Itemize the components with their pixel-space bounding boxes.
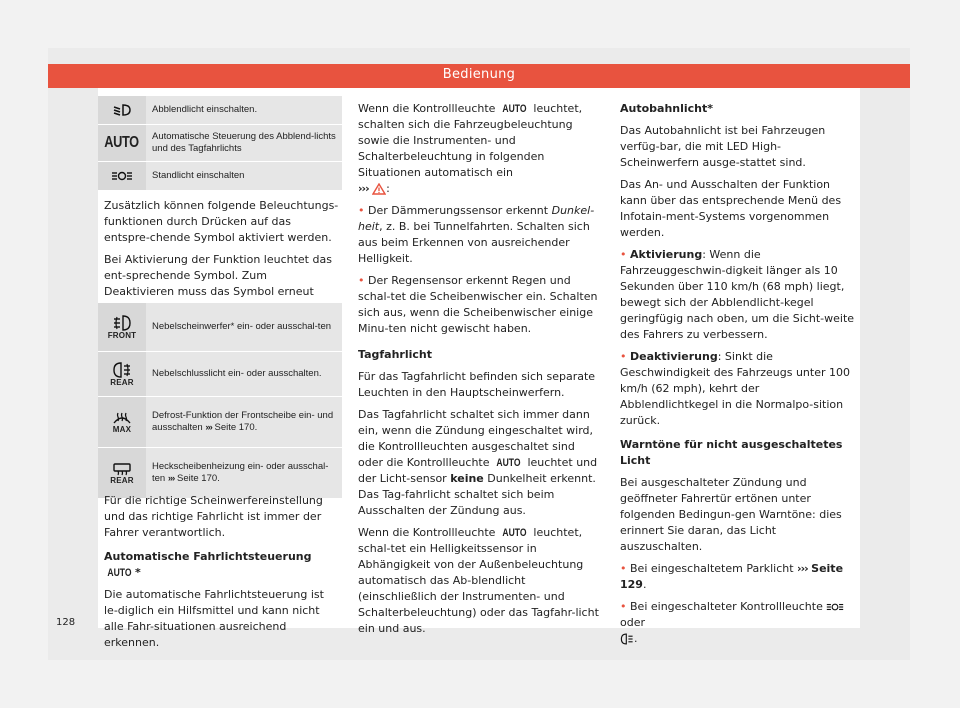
light-switch-table	[98, 96, 342, 191]
page-number: 128	[56, 617, 76, 628]
paragraph: Die automatische Fahrlichtsteuerung ist le-diglich ein Hilfsmittel und kann nicht alle Fahr-situationen ausreichend erkennen.	[104, 588, 324, 649]
table-row	[98, 162, 342, 191]
paragraph: Das Tagfahrlicht schaltet sich immer dann ein, wenn die Zündung eingeschaltet wird, die Kontrollleuchten ausgeschaltet sind oder die Kontrollleuchte AUTO leuchtet und der Licht-sensor keine Dunkelheit erkennt. Das Tag-fahrlicht schaltet sich beim Ausschalten der Zündung aus.	[358, 408, 598, 517]
row-text: Standlicht einschalten	[146, 162, 342, 190]
position-light-icon	[98, 162, 146, 190]
list-item: • Der Regensensor erkennt Regen und schal-tet die Scheibenwischer ein. Schalten sich aus, wenn die Scheibenwischer einige Minu-ten nicht gewischt haben.	[358, 274, 598, 335]
list-item: • Der Dämmerungssensor erkennt Dunkel-heit, z. B. bei Tunnelfahrten. Schalten sich aus beim Erkennen von ausreichender Helligkeit.	[358, 204, 595, 265]
section-header	[48, 64, 910, 88]
paragraph: Wenn die Kontrollleuchte AUTO leuchtet, schal-tet ein Helligkeitssensor in Abhängigkeit von der Außenbeleuchtung automatisch das Ab-blendlicht (einschließlich der Instrumenten- und Schalterbeleuchtung) oder das Tagfahr-licht ein und aus.	[358, 526, 599, 635]
paragraph: Bei Aktivierung der Funktion leuchtet das ent-sprechende Symbol. Zum Deaktivieren muss das Symbol erneut	[104, 253, 332, 298]
paragraph: Wenn die Kontrollleuchte AUTO leuchtet, schalten sich die Fahrzeugbeleuchtung sowie die Instrumenten- und Schalterbeleuchtung in folgenden Situationen automatisch ein ››› :	[358, 102, 583, 195]
list-item: • Aktivierung: Wenn die Fahrzeuggeschwin-digkeit länger als 10 Sekunden über 110 km/h (68 mph) liegt, bewegt sich der Abblendlicht-kegel geringfügig nach oben, um die Sicht-weite des Fahrers zu verbessern.	[620, 248, 855, 341]
column-1-lower	[104, 493, 340, 657]
front-fog-icon	[98, 303, 146, 351]
table-row	[98, 352, 342, 397]
icon-caption: FRONT	[107, 330, 137, 340]
low-beam-icon	[98, 96, 146, 124]
row-text: Nebelschlusslicht ein- oder ausschalten.	[146, 352, 342, 396]
auto-icon: AUTO	[98, 125, 146, 161]
page-reference-link[interactable]: Seite 170	[214, 422, 255, 433]
page-reference-link[interactable]: Seite 170	[177, 473, 218, 484]
function-button-table	[98, 303, 342, 499]
table-row	[98, 96, 342, 125]
subheading: Autobahnlicht*	[620, 102, 714, 115]
subheading: Tagfahrlicht	[358, 348, 432, 361]
rear-fog-icon	[98, 352, 146, 396]
row-text: Defrost-Funktion der Frontscheibe ein- und ausschalten ››› Seite 170.	[146, 397, 342, 447]
list-item: • Deaktivierung: Sinkt die Geschwindigkeit des Fahrzeugs unter 100 km/h (62 mph), kehrt der Abblendlichtkegel in die Normalpo-sition zurück.	[620, 350, 850, 427]
icon-caption: MAX	[112, 424, 132, 434]
paragraph: Zusätzlich können folgende Beleuchtungs-funktionen durch Drücken auf das entspre-chende Symbol aktiviert werden.	[104, 199, 339, 244]
row-text: Nebelscheinwerfer* ein- oder ausschal-ten	[146, 303, 342, 351]
row-text: Abblendlicht einschalten.	[146, 96, 342, 124]
page-reference-link[interactable]: Seite 129	[620, 562, 844, 591]
rear-fog-icon	[620, 633, 634, 645]
paragraph: Für die richtige Scheinwerfereinstellung und das richtige Fahrlicht ist immer der Fahrer verantwortlich.	[104, 494, 323, 539]
section-title: Bedienung	[442, 67, 516, 82]
rear-heat-icon	[98, 448, 146, 498]
column-3	[620, 101, 860, 653]
auto-icon: AUTO	[502, 103, 527, 115]
auto-icon: AUTO	[107, 567, 132, 579]
defrost-front-icon	[98, 397, 146, 447]
column-2	[358, 101, 602, 643]
position-light-icon	[826, 602, 844, 612]
paragraph: Für das Tagfahrlicht befinden sich separate Leuchten in den Hauptscheinwerfern.	[358, 370, 596, 399]
auto-icon: AUTO	[496, 457, 521, 469]
row-text: Automatische Steuerung des Abblend-lichts und des Tagfahrlichts	[146, 125, 342, 161]
icon-caption: REAR	[110, 377, 134, 387]
paragraph: Das Autobahnlicht ist bei Fahrzeugen verfüg-bar, die mit LED High-Scheinwerfern ausge-stattet sind.	[620, 124, 826, 169]
paragraph: Bei ausgeschalteter Zündung und geöffneter Fahrertür ertönen unter folgenden Bedingun-gen Warntöne: dies erinnert Sie daran, das Licht auszuschalten.	[620, 476, 842, 553]
warning-icon	[372, 183, 386, 195]
table-row	[98, 303, 342, 352]
table-row	[98, 125, 342, 162]
paragraph: Das An- und Ausschalten der Funktion kann über das entsprechende Menü des Infotain-ment-Systems vorgenommen werden.	[620, 178, 842, 239]
row-text: Heckscheibenheizung ein- oder ausschal-ten ››› Seite 170.	[146, 448, 342, 498]
table-row	[98, 448, 342, 499]
subheading: Warntöne für nicht ausgeschaltetes Licht	[620, 438, 843, 467]
list-item: • Bei eingeschaltetem Parklicht ››› Seite 129.	[620, 562, 844, 591]
subheading: Automatische Fahrlichtsteuerung AUTO *	[104, 550, 312, 579]
icon-caption: REAR	[110, 475, 134, 485]
auto-icon: AUTO	[502, 527, 527, 539]
table-row	[98, 397, 342, 448]
list-item: • Bei eingeschalteter Kontrollleuchte oder .	[620, 599, 860, 647]
